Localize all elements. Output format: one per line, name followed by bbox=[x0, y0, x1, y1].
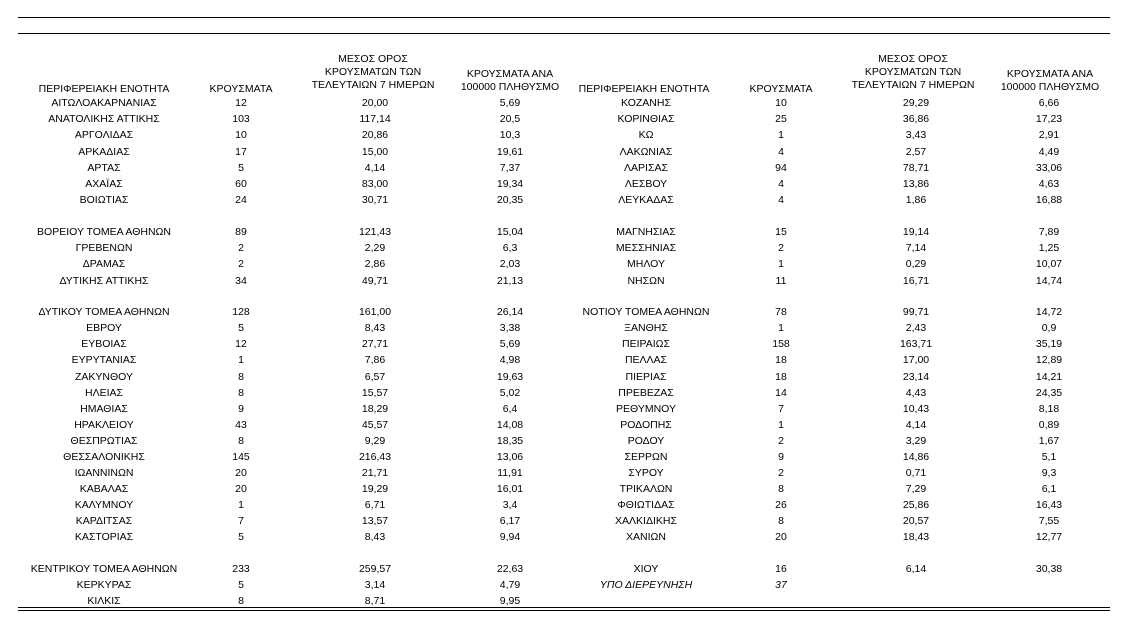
header-rule bbox=[18, 33, 1110, 34]
avg7-value-left: 161,00 bbox=[358, 306, 392, 318]
per100k-value-left: 15,04 bbox=[496, 226, 524, 238]
avg7-value-right: 17,00 bbox=[902, 354, 930, 366]
per100k-value-right: 1,67 bbox=[1038, 435, 1060, 447]
cases-value-left: 5 bbox=[238, 162, 244, 174]
cases-value-right: 18 bbox=[775, 354, 787, 366]
avg7-value-left: 121,43 bbox=[358, 226, 392, 238]
per100k-value-right: 24,35 bbox=[1035, 387, 1063, 399]
cases-value-left: 12 bbox=[235, 97, 247, 109]
region-name-left: ΘΕΣΠΡΩΤΙΑΣ bbox=[70, 435, 138, 447]
avg7-value-right: 7,29 bbox=[905, 483, 927, 495]
cases-value-left: 5 bbox=[238, 579, 244, 591]
per100k-value-right: 6,1 bbox=[1041, 483, 1057, 495]
header-per-line1: ΚΡΟΥΣΜΑΤΑ ΑΝΑ bbox=[1006, 68, 1094, 80]
region-name-right: ΝΟΤΙΟΥ ΤΟΜΕΑ ΑΘΗΝΩΝ bbox=[582, 306, 710, 318]
per100k-value-right: 14,72 bbox=[1035, 306, 1063, 318]
region-name-left: ΗΛΕΙΑΣ bbox=[84, 387, 124, 399]
header-per-right bbox=[988, 68, 1112, 94]
per100k-value-right: 9,3 bbox=[1041, 467, 1057, 479]
cases-value-right: 16 bbox=[775, 563, 787, 575]
avg7-value-right: 3,43 bbox=[905, 129, 927, 141]
per100k-value-right: 4,63 bbox=[1038, 178, 1060, 190]
region-name-right: ΥΠΟ ΔΙΕΡΕΥΝΗΣΗ bbox=[599, 579, 693, 591]
region-name-right: ΦΘΙΩΤΙΔΑΣ bbox=[617, 499, 675, 511]
avg7-value-left: 6,57 bbox=[364, 371, 386, 383]
cases-value-left: 8 bbox=[238, 387, 244, 399]
cases-value-right: 20 bbox=[775, 531, 787, 543]
per100k-value-right: 2,91 bbox=[1038, 129, 1060, 141]
per100k-value-left: 10,3 bbox=[499, 129, 521, 141]
avg7-value-left: 8,43 bbox=[364, 531, 386, 543]
avg7-value-left: 6,71 bbox=[364, 499, 386, 511]
region-name-right: ΚΟΖΑΝΗΣ bbox=[621, 97, 671, 109]
region-name-left: ΑΙΤΩΛΟΑΚΑΡΝΑΝΙΑΣ bbox=[51, 97, 157, 109]
avg7-value-left: 27,71 bbox=[361, 338, 389, 350]
avg7-value-left: 15,57 bbox=[361, 387, 389, 399]
cases-value-right: 2 bbox=[778, 467, 784, 479]
region-name-right: ΝΗΣΩΝ bbox=[627, 275, 665, 287]
cases-value-right: 2 bbox=[778, 435, 784, 447]
per100k-value-right: 35,19 bbox=[1035, 338, 1063, 350]
avg7-value-left: 83,00 bbox=[361, 178, 389, 190]
region-name-right: ΡΟΔΟΥ bbox=[627, 435, 665, 447]
region-name-right: ΧΑΝΙΩΝ bbox=[626, 531, 666, 543]
per100k-value-right: 7,89 bbox=[1038, 226, 1060, 238]
region-name-right: ΠΕΛΛΑΣ bbox=[624, 354, 668, 366]
cases-value-right: 4 bbox=[778, 146, 784, 158]
per100k-value-left: 19,61 bbox=[496, 146, 524, 158]
avg7-value-right: 18,43 bbox=[902, 531, 930, 543]
cases-value-left: 233 bbox=[232, 563, 250, 575]
per100k-value-left: 6,17 bbox=[499, 515, 521, 527]
per100k-value-left: 19,34 bbox=[496, 178, 524, 190]
per100k-value-right: 0,89 bbox=[1038, 419, 1060, 431]
region-name-right: ΠΕΙΡΑΙΩΣ bbox=[622, 338, 670, 350]
per100k-value-left: 7,37 bbox=[499, 162, 521, 174]
avg7-value-left: 30,71 bbox=[361, 194, 389, 206]
per100k-value-left: 19,63 bbox=[496, 371, 524, 383]
region-name-left: ΖΑΚΥΝΘΟΥ bbox=[74, 371, 134, 383]
per100k-value-right: 5,1 bbox=[1041, 451, 1057, 463]
cases-value-left: 103 bbox=[232, 113, 250, 125]
per100k-value-right: 7,55 bbox=[1038, 515, 1060, 527]
region-name-right: ΠΙΕΡΙΑΣ bbox=[625, 371, 667, 383]
avg7-value-left: 3,14 bbox=[364, 579, 386, 591]
bottom-rule-2 bbox=[18, 610, 1110, 611]
cases-value-right: 18 bbox=[775, 371, 787, 383]
avg7-value-right: 2,57 bbox=[905, 146, 927, 158]
avg7-value-left: 2,29 bbox=[364, 242, 386, 254]
avg7-value-right: 3,29 bbox=[905, 435, 927, 447]
region-name-left: ΓΡΕΒΕΝΩΝ bbox=[75, 242, 133, 254]
region-name-right: ΜΑΓΝΗΣΙΑΣ bbox=[616, 226, 676, 238]
per100k-value-right: 33,06 bbox=[1035, 162, 1063, 174]
cases-value-right: 25 bbox=[775, 113, 787, 125]
cases-value-right: 94 bbox=[775, 162, 787, 174]
top-rule bbox=[18, 17, 1110, 18]
per100k-value-right: 14,21 bbox=[1035, 371, 1063, 383]
cases-value-left: 43 bbox=[235, 419, 247, 431]
per100k-value-right: 14,74 bbox=[1035, 275, 1063, 287]
avg7-value-left: 7,86 bbox=[364, 354, 386, 366]
region-name-left: ΑΡΤΑΣ bbox=[87, 162, 121, 174]
per100k-value-left: 16,01 bbox=[496, 483, 524, 495]
region-name-left: ΚΑΡΔΙΤΣΑΣ bbox=[75, 515, 133, 527]
avg7-value-right: 4,14 bbox=[905, 419, 927, 431]
per100k-value-right: 12,89 bbox=[1035, 354, 1063, 366]
per100k-value-left: 6,4 bbox=[502, 403, 518, 415]
cases-value-left: 34 bbox=[235, 275, 247, 287]
avg7-value-right: 4,43 bbox=[905, 387, 927, 399]
cases-value-left: 24 bbox=[235, 194, 247, 206]
avg7-value-right: 1,86 bbox=[905, 194, 927, 206]
region-name-right: ΤΡΙΚΑΛΩΝ bbox=[619, 483, 673, 495]
region-name-right: ΛΑΚΩΝΙΑΣ bbox=[619, 146, 673, 158]
per100k-value-left: 9,95 bbox=[499, 595, 521, 607]
cases-value-right: 158 bbox=[772, 338, 790, 350]
region-name-right: ΣΥΡΟΥ bbox=[628, 467, 664, 479]
avg7-value-right: 0,71 bbox=[905, 467, 927, 479]
cases-value-left: 9 bbox=[238, 403, 244, 415]
per100k-value-left: 21,13 bbox=[496, 275, 524, 287]
header-avg-line3: ΤΕΛΕΥΤΑΙΩΝ 7 ΗΜΕΡΩΝ bbox=[311, 79, 435, 91]
per100k-value-left: 5,69 bbox=[499, 97, 521, 109]
header-cases-left: ΚΡΟΥΣΜΑΤΑ bbox=[209, 83, 273, 95]
header-per-left bbox=[448, 68, 572, 94]
cases-value-right: 4 bbox=[778, 194, 784, 206]
region-name-right: ΚΩ bbox=[638, 129, 654, 141]
region-name-left: ΚΕΝΤΡΙΚΟΥ ΤΟΜΕΑ ΑΘΗΝΩΝ bbox=[30, 563, 178, 575]
per100k-value-right: 12,77 bbox=[1035, 531, 1063, 543]
avg7-value-right: 10,43 bbox=[902, 403, 930, 415]
cases-value-right: 10 bbox=[775, 97, 787, 109]
avg7-value-right: 29,29 bbox=[902, 97, 930, 109]
avg7-value-right: 14,86 bbox=[902, 451, 930, 463]
region-name-left: ΗΡΑΚΛΕΙΟΥ bbox=[74, 419, 134, 431]
cases-value-right: 11 bbox=[775, 275, 787, 287]
per100k-value-right: 1,25 bbox=[1038, 242, 1060, 254]
cases-value-left: 145 bbox=[232, 451, 250, 463]
header-region-right: ΠΕΡΙΦΕΡΕΙΑΚΗ ΕΝΟΤΗΤΑ bbox=[578, 83, 710, 95]
avg7-value-right: 19,14 bbox=[902, 226, 930, 238]
per100k-value-right: 8,18 bbox=[1038, 403, 1060, 415]
header-avg-right bbox=[838, 53, 988, 92]
avg7-value-left: 117,14 bbox=[359, 113, 391, 125]
per100k-value-right: 16,88 bbox=[1035, 194, 1063, 206]
avg7-value-left: 259,57 bbox=[358, 563, 392, 575]
per100k-value-right: 16,43 bbox=[1035, 499, 1063, 511]
cases-value-left: 2 bbox=[238, 242, 244, 254]
per100k-value-left: 22,63 bbox=[496, 563, 524, 575]
per100k-value-left: 13,06 bbox=[496, 451, 524, 463]
cases-value-left: 60 bbox=[235, 178, 247, 190]
per100k-value-left: 18,35 bbox=[496, 435, 524, 447]
region-name-right: ΞΑΝΘΗΣ bbox=[624, 322, 668, 334]
header-avg-line3: ΤΕΛΕΥΤΑΙΩΝ 7 ΗΜΕΡΩΝ bbox=[851, 79, 975, 91]
cases-value-left: 5 bbox=[238, 322, 244, 334]
cases-value-right: 78 bbox=[775, 306, 787, 318]
region-name-left: ΒΟΡΕΙΟΥ ΤΟΜΕΑ ΑΘΗΝΩΝ bbox=[37, 226, 171, 238]
per100k-value-right: 10,07 bbox=[1035, 258, 1063, 270]
avg7-value-left: 4,14 bbox=[364, 162, 386, 174]
header-cases-right: ΚΡΟΥΣΜΑΤΑ bbox=[749, 83, 813, 95]
region-name-right: ΜΗΛΟΥ bbox=[627, 258, 665, 270]
avg7-value-left: 21,71 bbox=[361, 467, 389, 479]
per100k-value-right: 30,38 bbox=[1035, 563, 1063, 575]
region-name-left: ΚΑΒΑΛΑΣ bbox=[79, 483, 129, 495]
cases-value-right: 7 bbox=[778, 403, 784, 415]
avg7-value-left: 20,00 bbox=[361, 97, 389, 109]
cases-value-right: 1 bbox=[778, 258, 784, 270]
avg7-value-right: 13,86 bbox=[902, 178, 930, 190]
avg7-value-left: 8,43 bbox=[364, 322, 386, 334]
per100k-value-left: 14,08 bbox=[496, 419, 524, 431]
avg7-value-left: 2,86 bbox=[364, 258, 386, 270]
header-per-line2: 100000 ΠΛΗΘΥΣΜΟ bbox=[460, 81, 560, 93]
region-name-right: ΛΕΥΚΑΔΑΣ bbox=[618, 194, 674, 206]
per100k-value-left: 3,4 bbox=[502, 499, 518, 511]
bottom-rule-1 bbox=[18, 607, 1110, 608]
header-per-line1: ΚΡΟΥΣΜΑΤΑ ΑΝΑ bbox=[466, 68, 554, 80]
avg7-value-right: 7,14 bbox=[905, 242, 927, 254]
header-region-left: ΠΕΡΙΦΕΡΕΙΑΚΗ ΕΝΟΤΗΤΑ bbox=[38, 83, 170, 95]
cases-value-right: 8 bbox=[778, 483, 784, 495]
cases-value-right: 1 bbox=[778, 129, 784, 141]
per100k-value-left: 11,91 bbox=[497, 467, 523, 479]
per100k-value-left: 2,03 bbox=[499, 258, 521, 270]
cases-value-left: 20 bbox=[235, 467, 247, 479]
per100k-value-right: 0,9 bbox=[1041, 322, 1057, 334]
region-name-left: ΑΡΓΟΛΙΔΑΣ bbox=[74, 129, 134, 141]
header-avg-line2: ΚΡΟΥΣΜΑΤΩΝ ΤΩΝ bbox=[864, 66, 962, 78]
cases-value-right: 15 bbox=[775, 226, 787, 238]
region-name-left: ΕΥΒΟΙΑΣ bbox=[81, 338, 127, 350]
avg7-value-left: 216,43 bbox=[358, 451, 392, 463]
cases-value-right: 9 bbox=[778, 451, 784, 463]
cases-value-left: 2 bbox=[238, 258, 244, 270]
region-name-left: ΔΥΤΙΚΟΥ ΤΟΜΕΑ ΑΘΗΝΩΝ bbox=[38, 306, 170, 318]
per100k-value-left: 20,35 bbox=[496, 194, 524, 206]
header-avg-line1: ΜΕΣΟΣ ΟΡΟΣ bbox=[878, 53, 948, 65]
region-name-left: ΔΡΑΜΑΣ bbox=[82, 258, 126, 270]
per100k-value-left: 5,69 bbox=[499, 338, 521, 350]
avg7-value-left: 18,29 bbox=[361, 403, 389, 415]
header-avg-line2: ΚΡΟΥΣΜΑΤΩΝ ΤΩΝ bbox=[324, 66, 422, 78]
cases-value-right: 2 bbox=[778, 242, 784, 254]
per100k-value-left: 5,02 bbox=[499, 387, 521, 399]
avg7-value-right: 25,86 bbox=[902, 499, 930, 511]
avg7-value-right: 20,57 bbox=[902, 515, 930, 527]
region-name-right: ΛΕΣΒΟΥ bbox=[624, 178, 668, 190]
cases-value-left: 20 bbox=[235, 483, 247, 495]
avg7-value-left: 13,57 bbox=[361, 515, 389, 527]
avg7-value-left: 45,57 bbox=[361, 419, 389, 431]
cases-value-right: 4 bbox=[778, 178, 784, 190]
region-name-left: ΑΧΑΪΑΣ bbox=[85, 178, 123, 190]
per100k-value-right: 4,49 bbox=[1038, 146, 1060, 158]
region-name-left: ΕΒΡΟΥ bbox=[86, 322, 122, 334]
per100k-value-left: 3,38 bbox=[499, 322, 521, 334]
per100k-value-left: 20,5 bbox=[499, 113, 521, 125]
region-name-left: ΚΑΛΥΜΝΟΥ bbox=[74, 499, 134, 511]
cases-value-left: 10 bbox=[235, 129, 247, 141]
avg7-value-left: 9,29 bbox=[364, 435, 386, 447]
region-name-left: ΗΜΑΘΙΑΣ bbox=[80, 403, 128, 415]
region-name-left: ΘΕΣΣΑΛΟΝΙΚΗΣ bbox=[63, 451, 145, 463]
region-name-left: ΚΙΛΚΙΣ bbox=[87, 595, 121, 607]
per100k-value-right: 17,23 bbox=[1035, 113, 1063, 125]
cases-value-right: 37 bbox=[775, 579, 787, 591]
region-name-right: ΜΕΣΣΗΝΙΑΣ bbox=[615, 242, 677, 254]
cases-value-left: 12 bbox=[235, 338, 247, 350]
cases-value-right: 1 bbox=[778, 322, 784, 334]
region-name-left: ΚΑΣΤΟΡΙΑΣ bbox=[74, 531, 134, 543]
avg7-value-right: 0,29 bbox=[905, 258, 927, 270]
region-name-right: ΚΟΡΙΝΘΙΑΣ bbox=[617, 113, 675, 125]
avg7-value-left: 20,86 bbox=[361, 129, 389, 141]
region-name-left: ΒΟΙΩΤΙΑΣ bbox=[79, 194, 129, 206]
cases-value-left: 7 bbox=[238, 515, 244, 527]
avg7-value-right: 163,71 bbox=[899, 338, 933, 350]
cases-value-right: 26 bbox=[775, 499, 787, 511]
cases-value-left: 1 bbox=[238, 499, 244, 511]
per100k-value-left: 9,94 bbox=[499, 531, 521, 543]
cases-value-left: 128 bbox=[232, 306, 250, 318]
region-name-right: ΧΙΟΥ bbox=[633, 563, 659, 575]
avg7-value-right: 99,71 bbox=[902, 306, 930, 318]
region-name-right: ΛΑΡΙΣΑΣ bbox=[624, 162, 668, 174]
region-name-left: ΑΡΚΑΔΙΑΣ bbox=[78, 146, 130, 158]
per100k-value-left: 26,14 bbox=[496, 306, 524, 318]
cases-value-left: 89 bbox=[235, 226, 247, 238]
per100k-value-left: 4,98 bbox=[499, 354, 521, 366]
region-name-left: ΑΝΑΤΟΛΙΚΗΣ ΑΤΤΙΚΗΣ bbox=[48, 113, 160, 125]
region-name-right: ΣΕΡΡΩΝ bbox=[624, 451, 668, 463]
per100k-value-left: 4,79 bbox=[499, 579, 521, 591]
avg7-value-left: 19,29 bbox=[361, 483, 389, 495]
avg7-value-left: 15,00 bbox=[361, 146, 389, 158]
cases-value-left: 8 bbox=[238, 435, 244, 447]
cases-value-right: 8 bbox=[778, 515, 784, 527]
region-name-right: ΠΡΕΒΕΖΑΣ bbox=[618, 387, 674, 399]
avg7-value-left: 49,71 bbox=[361, 275, 389, 287]
per100k-value-left: 6,3 bbox=[502, 242, 518, 254]
header-per-line2: 100000 ΠΛΗΘΥΣΜΟ bbox=[1000, 81, 1100, 93]
cases-value-right: 1 bbox=[778, 419, 784, 431]
avg7-value-right: 23,14 bbox=[902, 371, 930, 383]
region-name-left: ΙΩΑΝΝΙΝΩΝ bbox=[74, 467, 134, 479]
cases-value-left: 5 bbox=[238, 531, 244, 543]
per100k-value-right: 6,66 bbox=[1038, 97, 1060, 109]
cases-value-right: 14 bbox=[775, 387, 787, 399]
cases-value-left: 17 bbox=[235, 146, 247, 158]
avg7-value-right: 2,43 bbox=[905, 322, 927, 334]
region-name-left: ΕΥΡΥΤΑΝΙΑΣ bbox=[71, 354, 137, 366]
avg7-value-right: 16,71 bbox=[902, 275, 930, 287]
cases-value-left: 8 bbox=[238, 371, 244, 383]
header-avg-left bbox=[298, 53, 448, 92]
avg7-value-right: 78,71 bbox=[902, 162, 930, 174]
region-name-left: ΚΕΡΚΥΡΑΣ bbox=[76, 579, 132, 591]
region-name-left: ΔΥΤΙΚΗΣ ΑΤΤΙΚΗΣ bbox=[59, 275, 149, 287]
cases-value-left: 1 bbox=[238, 354, 244, 366]
avg7-value-right: 6,14 bbox=[905, 563, 927, 575]
region-name-right: ΧΑΛΚΙΔΙΚΗΣ bbox=[615, 515, 677, 527]
header-avg-line1: ΜΕΣΟΣ ΟΡΟΣ bbox=[338, 53, 408, 65]
avg7-value-right: 36,86 bbox=[902, 113, 930, 125]
region-name-right: ΡΟΔΟΠΗΣ bbox=[620, 419, 672, 431]
cases-value-left: 8 bbox=[238, 595, 244, 607]
region-name-right: ΡΕΘΥΜΝΟΥ bbox=[615, 403, 677, 415]
avg7-value-left: 8,71 bbox=[364, 595, 386, 607]
